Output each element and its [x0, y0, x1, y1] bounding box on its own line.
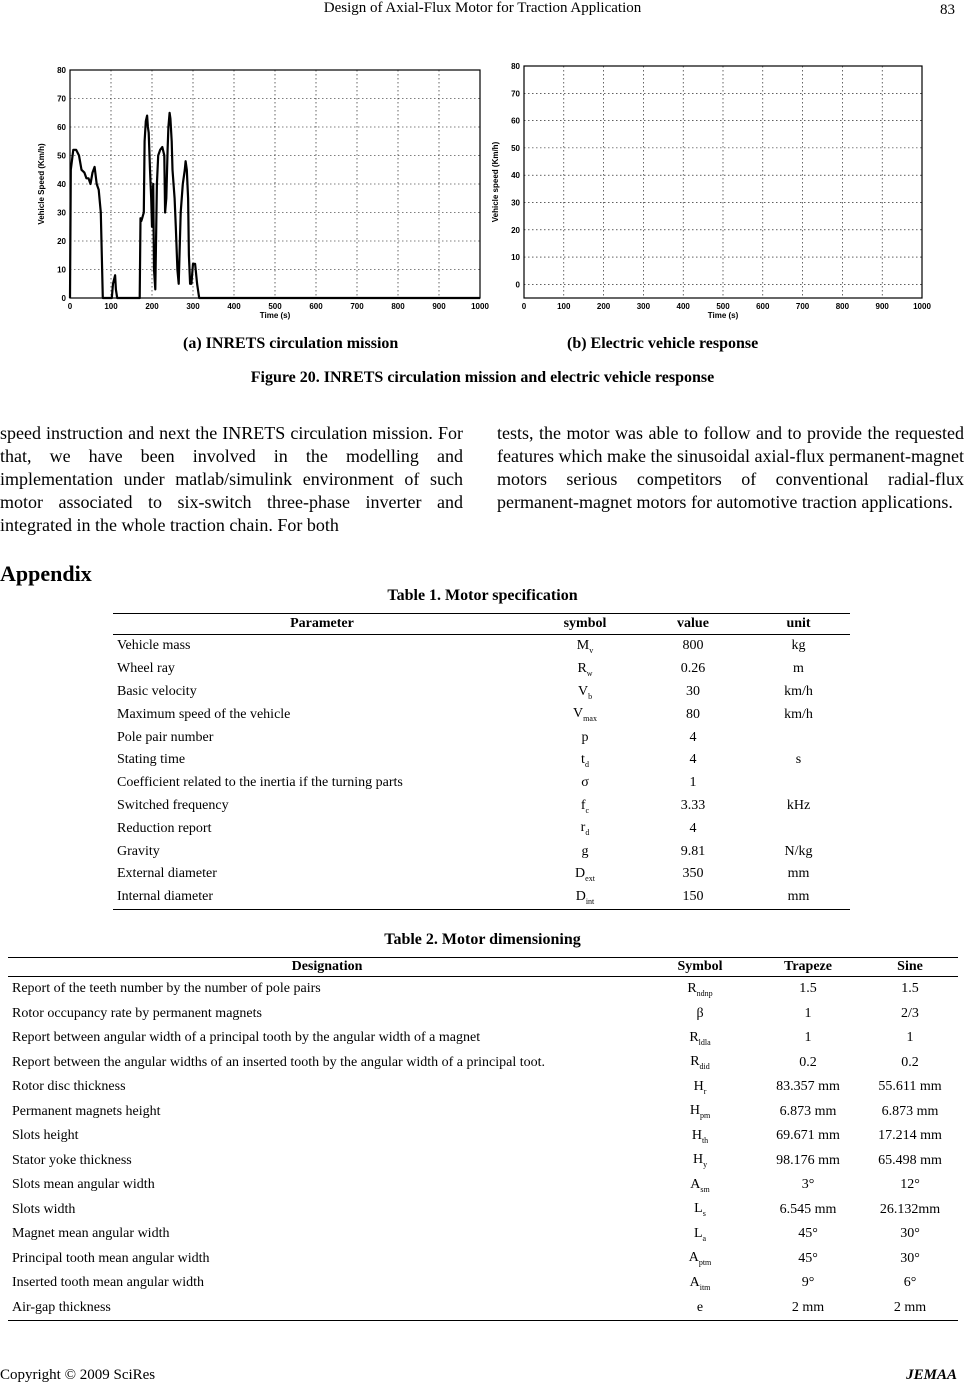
cell-parameter: Reduction report	[117, 820, 212, 836]
symbol-text: σ	[581, 775, 589, 791]
cell-value: 80	[686, 706, 700, 722]
y-tick-label: 10	[511, 253, 520, 263]
cell-trapeze: 0.2	[799, 1054, 817, 1070]
x-tick-label: 300	[186, 302, 200, 311]
cell-parameter: Gravity	[117, 843, 160, 859]
table1-header-symbol: symbol	[563, 616, 607, 631]
cell-designation: Report of the teeth number by the number of pole pairs	[12, 981, 321, 997]
cell-trapeze: 6.545 mm	[779, 1201, 837, 1217]
cell-unit: kg	[791, 638, 806, 654]
y-tick-label: 0	[515, 280, 520, 290]
cell-designation: Air-gap thickness	[12, 1299, 111, 1315]
table-row	[113, 886, 850, 909]
cell-trapeze: 45°	[798, 1250, 818, 1266]
cell-symbol	[646, 1173, 754, 1198]
cell-sine: 6.873 mm	[881, 1103, 939, 1119]
cell-sine: 30°	[900, 1250, 920, 1266]
table-row	[8, 1026, 958, 1051]
cell-symbol	[531, 817, 639, 840]
symbol-text: R	[689, 1029, 699, 1045]
cell-symbol	[531, 635, 639, 658]
table-row	[113, 681, 850, 704]
table-row	[8, 1247, 958, 1272]
cell-parameter: Wheel ray	[117, 661, 175, 677]
symbol-text: A	[689, 1274, 700, 1290]
x-tick-label: 600	[756, 302, 770, 311]
table-row	[113, 795, 850, 818]
symbol-text: r	[580, 820, 586, 836]
table-row	[8, 1271, 958, 1296]
symbol-subscript: max	[583, 714, 597, 724]
symbol-subscript: int	[585, 896, 595, 906]
cell-sine: 55.611 mm	[878, 1079, 942, 1095]
x-tick-label: 700	[795, 302, 810, 311]
y-tick-label: 20	[511, 225, 520, 235]
y-axis-label: Vehicle Speed (Km/h)	[37, 143, 46, 225]
symbol-subscript: ext	[585, 873, 595, 883]
x-tick-label: 400	[676, 302, 690, 311]
cell-symbol	[646, 1075, 754, 1100]
x-tick-label: 900	[875, 302, 889, 311]
symbol-text: A	[688, 1250, 699, 1266]
x-tick-label: 500	[716, 302, 730, 311]
table-row	[8, 1051, 958, 1076]
y-tick-label: 40	[511, 171, 520, 181]
cell-trapeze: 9°	[801, 1275, 815, 1291]
symbol-subscript: a	[702, 1233, 707, 1243]
footer-copyright: Copyright © 2009 SciRes	[0, 1367, 156, 1383]
cell-parameter: Basic velocity	[117, 683, 197, 699]
cell-symbol	[646, 1051, 754, 1076]
cell-symbol	[646, 1296, 754, 1321]
cell-trapeze: 1	[804, 1030, 812, 1046]
table-row	[8, 1149, 958, 1174]
cell-sine: 26.132mm	[879, 1201, 941, 1217]
x-tick-label: 600	[309, 302, 323, 311]
running-header: Design of Axial-Flux Motor for Traction Application	[323, 0, 642, 16]
cell-unit	[747, 772, 850, 795]
cell-value: 30	[686, 683, 700, 699]
table2-header-trapeze: Trapeze	[784, 959, 832, 974]
page-number: 83	[940, 2, 955, 18]
symbol-subscript: pm	[699, 1111, 711, 1121]
symbol-text: L	[694, 1201, 703, 1217]
body-paragraph-2: tests, the motor was able to follow and to provide the requested features which make the sinusoidal axial-flux permanent-magnet motors serious competitors of conventional radial-flux permanent-magnet motors for automotive traction applications.	[497, 423, 964, 512]
cell-value: 9.81	[680, 843, 706, 859]
table-row	[8, 1002, 958, 1027]
y-axis-label: Vehicle speed (Km/h)	[491, 141, 500, 223]
symbol-subscript: ndnp	[696, 988, 713, 998]
symbol-text: H	[693, 1078, 704, 1094]
symbol-text: H	[689, 1103, 700, 1119]
cell-trapeze: 1	[804, 1005, 812, 1021]
table2-header-row	[8, 958, 958, 977]
cell-sine: 30°	[900, 1226, 920, 1242]
table-row	[113, 863, 850, 886]
cell-parameter: Coefficient related to the inertia if the turning parts	[117, 775, 403, 791]
cell-trapeze: 69.671 mm	[776, 1128, 840, 1144]
cell-symbol	[646, 1026, 754, 1051]
cell-designation: Magnet mean angular width	[12, 1226, 170, 1242]
x-axis-label: Time (s)	[707, 311, 739, 320]
table-row	[113, 840, 850, 863]
table-row	[113, 658, 850, 681]
x-tick-label: 100	[557, 302, 571, 311]
cell-designation: Slots height	[12, 1128, 79, 1144]
cell-unit	[747, 726, 850, 749]
cell-sine: 65.498 mm	[878, 1152, 942, 1168]
cell-symbol	[531, 795, 639, 818]
footer-journal: JEMAA	[906, 1367, 957, 1383]
symbol-text: L	[693, 1225, 703, 1241]
table-row	[113, 817, 850, 840]
table2-body	[8, 977, 958, 1321]
x-tick-label: 300	[636, 302, 651, 311]
appendix-heading: Appendix	[0, 561, 92, 586]
caption-b: (b) Electric vehicle response	[567, 335, 759, 352]
cell-trapeze: 1.5	[799, 981, 817, 997]
y-tick-label: 10	[57, 265, 66, 275]
x-tick-label: 800	[835, 302, 850, 311]
cell-symbol	[531, 726, 639, 749]
table1-body	[113, 635, 850, 910]
cell-unit	[747, 817, 850, 840]
cell-symbol	[646, 1002, 754, 1027]
x-tick-label: 0	[521, 302, 527, 311]
cell-parameter: External diameter	[117, 866, 217, 882]
x-tick-label: 900	[432, 302, 446, 311]
cell-value: 0.26	[680, 661, 706, 677]
symbol-subscript: th	[701, 1135, 709, 1145]
y-tick-label: 20	[57, 237, 66, 246]
symbol-text: β	[696, 1005, 704, 1021]
cell-symbol	[646, 1149, 754, 1174]
x-tick-label: 800	[391, 302, 405, 311]
symbol-subscript: sm	[700, 1184, 710, 1194]
caption-a: (a) INRETS circulation mission	[183, 335, 399, 352]
y-tick-label: 80	[511, 62, 520, 71]
table-motor-specification	[113, 613, 850, 910]
symbol-subscript: b	[588, 691, 593, 701]
cell-symbol	[531, 703, 639, 726]
symbol-text: R	[577, 660, 587, 676]
cell-designation: Report between the angular widths of an inserted tooth by the angular width of a principal toot.	[12, 1054, 546, 1070]
symbol-subscript: s	[702, 1209, 706, 1219]
table2-header-sine: Sine	[897, 959, 923, 974]
cell-designation: Inserted tooth mean angular width	[12, 1275, 205, 1291]
cell-symbol	[646, 1271, 754, 1296]
y-tick-label: 70	[511, 89, 520, 99]
x-tick-label: 500	[268, 302, 282, 311]
cell-sine: 6°	[903, 1275, 917, 1291]
cell-unit: s	[795, 752, 802, 768]
cell-symbol	[646, 1247, 754, 1272]
x-tick-label: 0	[67, 302, 73, 311]
cell-unit: mm	[787, 889, 810, 905]
table-row	[8, 1075, 958, 1100]
symbol-text: M	[576, 638, 590, 653]
symbol-text: A	[690, 1176, 701, 1192]
table-row	[8, 1124, 958, 1149]
cell-symbol	[646, 1198, 754, 1223]
cell-parameter: Maximum speed of the vehicle	[117, 706, 291, 722]
symbol-text: V	[573, 706, 584, 722]
cell-unit: kHz	[786, 797, 811, 813]
table1-header-value: value	[677, 616, 709, 631]
symbol-text: t	[581, 751, 585, 767]
cell-symbol	[531, 840, 639, 863]
cell-symbol	[531, 658, 639, 681]
cell-value: 4	[689, 820, 697, 836]
cell-symbol	[531, 681, 639, 704]
cell-parameter: Vehicle mass	[117, 638, 191, 654]
table-row	[113, 772, 850, 795]
cell-value: 4	[689, 729, 697, 745]
symbol-text: D	[575, 865, 586, 881]
cell-designation: Slots width	[12, 1201, 76, 1217]
cell-sine: 2/3	[901, 1005, 919, 1021]
table-row	[113, 703, 850, 726]
cell-sine: 12°	[900, 1177, 920, 1193]
cell-designation: Slots mean angular width	[12, 1177, 155, 1193]
y-tick-label: 60	[511, 116, 520, 126]
cell-sine: 2 mm	[893, 1299, 927, 1315]
table-row	[8, 1222, 958, 1247]
table-row	[8, 977, 958, 1002]
table-row	[8, 1296, 958, 1321]
table-row	[8, 1100, 958, 1125]
cell-unit: m	[793, 661, 804, 677]
chart-b-svg	[492, 58, 932, 323]
cell-parameter: Switched frequency	[117, 797, 229, 813]
y-tick-label: 60	[57, 123, 66, 132]
cell-value: 4	[689, 752, 697, 768]
cell-trapeze: 6.873 mm	[779, 1103, 837, 1119]
cell-designation: Rotor disc thickness	[12, 1079, 126, 1095]
cell-unit: km/h	[784, 683, 813, 699]
cell-symbol	[646, 1124, 754, 1149]
cell-symbol	[531, 863, 639, 886]
symbol-subscript: ldla	[698, 1037, 711, 1047]
cell-symbol	[531, 772, 639, 795]
table1-header-row	[113, 614, 850, 635]
cell-parameter: Pole pair number	[117, 729, 214, 745]
cell-value: 800	[682, 638, 704, 654]
cell-symbol	[646, 977, 754, 1002]
symbol-text: H	[691, 1127, 702, 1143]
symbol-text: D	[575, 888, 586, 904]
cell-designation: Stator yoke thickness	[12, 1152, 132, 1168]
table2-header-designation: Designation	[291, 959, 363, 974]
figure-caption: Figure 20. INRETS circulation mission and electric vehicle response	[250, 369, 715, 386]
y-tick-label: 80	[57, 66, 66, 75]
table-row	[113, 726, 850, 749]
table1-header-unit: unit	[786, 616, 811, 631]
x-tick-label: 200	[145, 302, 159, 311]
symbol-subscript: r	[703, 1086, 707, 1096]
symbol-subscript: ptm	[698, 1258, 712, 1268]
chart-ev-response	[492, 58, 932, 323]
symbol-subscript: w	[586, 668, 593, 678]
symbol-text: V	[577, 683, 589, 699]
x-tick-label: 700	[350, 302, 364, 311]
symbol-text: f	[580, 797, 586, 813]
y-tick-label: 70	[57, 94, 66, 104]
x-tick-label: 1000	[913, 302, 931, 311]
cell-symbol	[531, 886, 639, 909]
y-tick-label: 40	[57, 180, 66, 189]
x-axis-label: Time (s)	[259, 311, 291, 320]
chart-inrets-mission	[38, 62, 488, 327]
table1-title: Table 1. Motor specification	[387, 587, 578, 604]
cell-trapeze: 2 mm	[791, 1299, 825, 1315]
symbol-text: R	[687, 980, 697, 996]
cell-sine: 17.214 mm	[878, 1128, 942, 1144]
x-tick-label: 100	[104, 302, 118, 311]
symbol-text: H	[692, 1152, 704, 1168]
x-tick-label: 1000	[471, 302, 489, 311]
symbol-text: g	[581, 843, 589, 859]
body-paragraph-1: speed instruction and next the INRETS circulation mission. For that, we have been involved in the modelling and implementation under matlab/simulink environment of such motor associated to six-switch three-phase inverter and integrated in the whole traction chain. For both	[0, 423, 463, 535]
x-tick-label: 400	[227, 302, 241, 311]
cell-parameter: Internal diameter	[117, 889, 214, 905]
table2-header-symbol: Symbol	[677, 959, 723, 974]
cell-value: 3.33	[680, 797, 706, 813]
table2-title: Table 2. Motor dimensioning	[384, 931, 581, 948]
cell-value: 1	[689, 775, 697, 791]
cell-designation: Rotor occupancy rate by permanent magnets	[12, 1005, 262, 1021]
body-column-2	[497, 422, 964, 514]
table-row	[113, 635, 850, 658]
symbol-text: R	[690, 1054, 700, 1070]
symbol-subscript: y	[703, 1160, 708, 1170]
table-row	[8, 1173, 958, 1198]
symbol-subscript: d	[585, 828, 590, 838]
cell-designation: Principal tooth mean angular width	[12, 1250, 210, 1266]
cell-value: 150	[682, 889, 704, 905]
cell-sine: 0.2	[901, 1054, 919, 1070]
cell-designation: Permanent magnets height	[12, 1103, 161, 1119]
cell-symbol	[531, 749, 639, 772]
chart-a-svg	[38, 62, 488, 327]
table-motor-dimensioning	[8, 957, 958, 1321]
cell-sine: 1	[906, 1030, 914, 1046]
symbol-subscript: d	[584, 759, 589, 769]
y-tick-label: 30	[57, 208, 66, 218]
table-row	[8, 1198, 958, 1223]
y-tick-label: 50	[511, 143, 520, 153]
table1-header-parameter: Parameter	[290, 616, 354, 631]
cell-unit: km/h	[784, 706, 813, 722]
cell-unit: N/kg	[784, 843, 813, 859]
cell-value: 350	[682, 866, 704, 882]
cell-sine: 1.5	[901, 981, 919, 997]
body-column-1	[0, 422, 463, 537]
cell-parameter: Stating time	[117, 752, 186, 768]
y-tick-label: 50	[57, 151, 66, 161]
table-row	[113, 749, 850, 772]
cell-trapeze: 3°	[801, 1177, 815, 1193]
y-tick-label: 30	[511, 198, 520, 208]
symbol-text: p	[581, 729, 589, 745]
cell-symbol	[646, 1222, 754, 1247]
cell-trapeze: 98.176 mm	[776, 1152, 840, 1168]
symbol-subscript: c	[585, 805, 590, 815]
cell-designation: Report between angular width of a principal tooth by the angular width of a magnet	[12, 1030, 481, 1046]
x-tick-label: 200	[596, 302, 611, 311]
y-tick-label: 0	[61, 294, 66, 303]
cell-unit: mm	[787, 866, 810, 882]
cell-trapeze: 45°	[798, 1226, 818, 1242]
cell-trapeze: 83.357 mm	[776, 1079, 840, 1095]
symbol-subscript: v	[589, 645, 594, 655]
symbol-subscript: itm	[699, 1282, 711, 1292]
symbol-subscript: did	[699, 1062, 710, 1072]
symbol-text: e	[696, 1299, 704, 1315]
cell-symbol	[646, 1100, 754, 1125]
